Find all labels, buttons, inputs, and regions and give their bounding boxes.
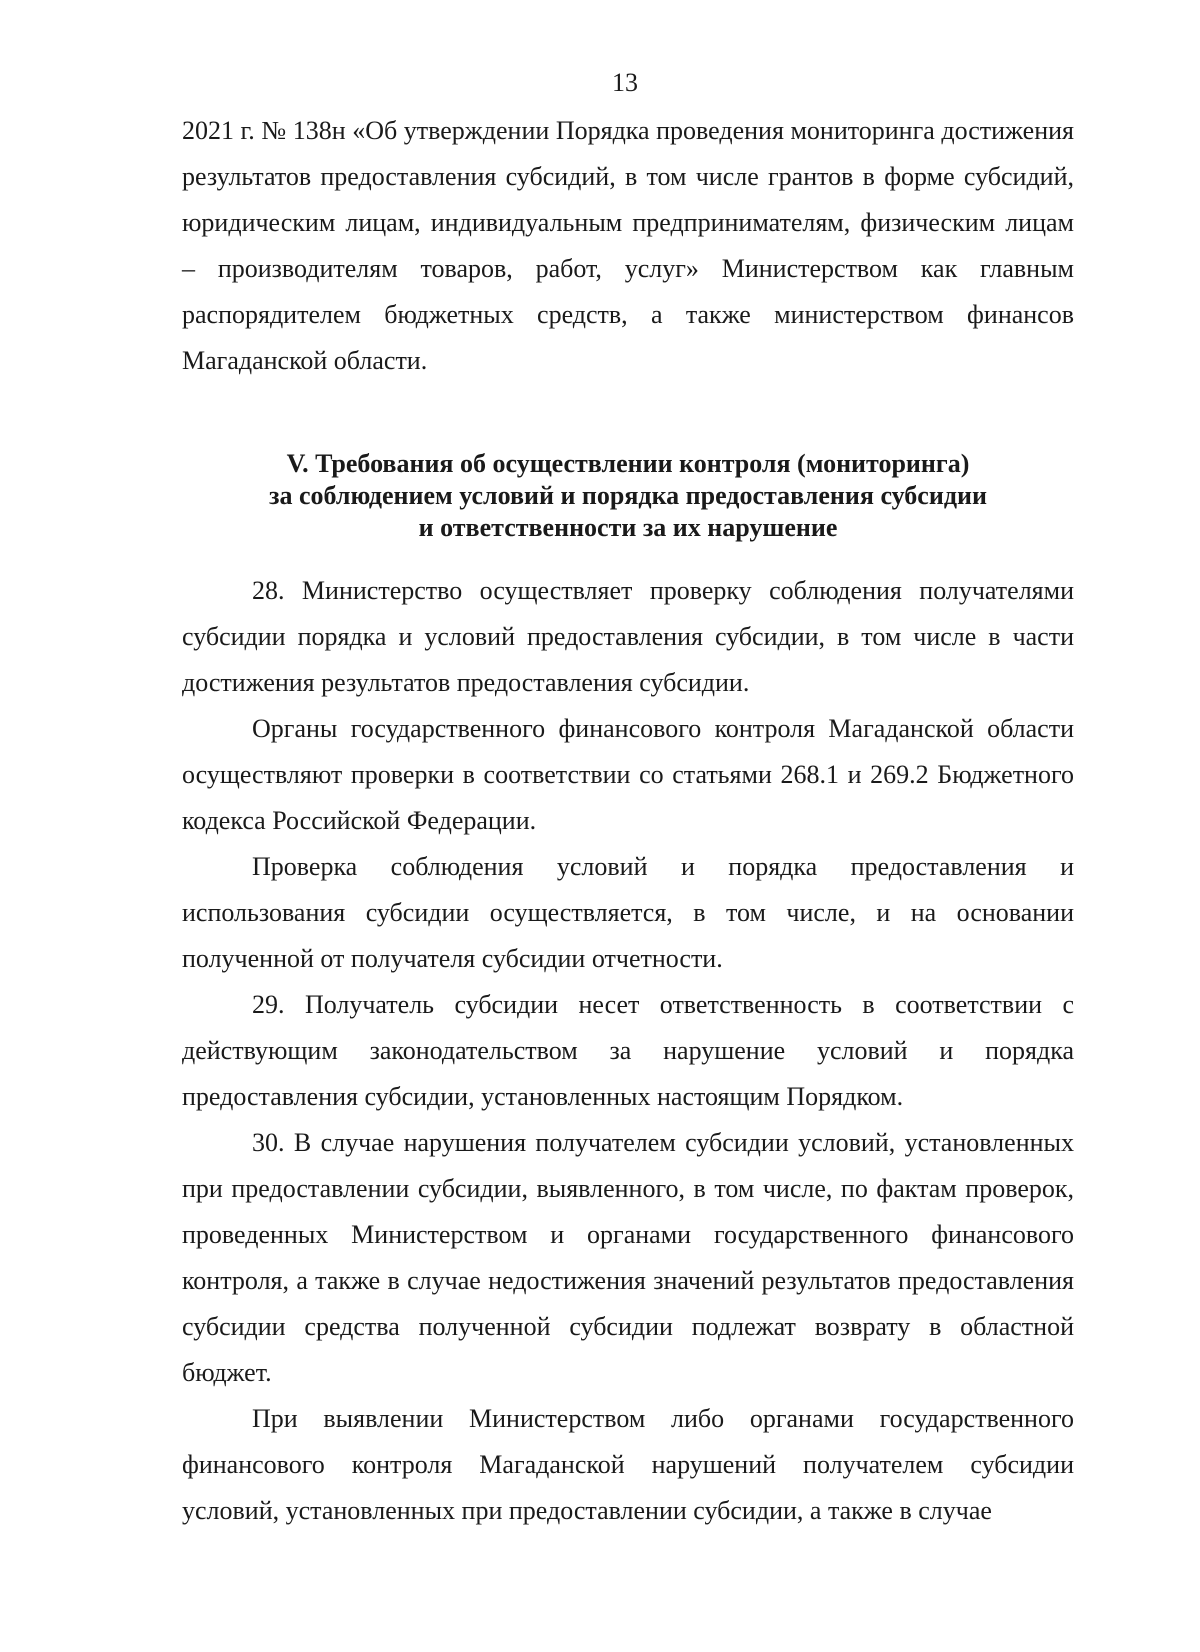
page-number: 13 bbox=[612, 68, 638, 97]
paragraph-30: 30. В случае нарушения получателем субсидии условий, установленных при предоставлении субсидии, выявленного, в том числе, по фактам проверок, проведенных Министерством и органами государственного финансового контроля, а также в случае недостижения значений результатов предоставления субсидии средства полученной субсидии подлежат возврату в областной бюджет. bbox=[182, 1128, 1074, 1387]
section-heading-line-3: и ответственности за их нарушение bbox=[418, 513, 838, 542]
paragraph-29: 29. Получатель субсидии несет ответственность в соответствии с действующим законодательством за нарушение условий и порядка предоставления субсидии, установленных настоящим Порядком. bbox=[182, 990, 1074, 1111]
section-heading-line-2: за соблюдением условий и порядка предоставления субсидии bbox=[269, 481, 987, 510]
section-body bbox=[182, 568, 1074, 1534]
continuation-paragraph: 2021 г. № 138н «Об утверждении Порядка проведения мониторинга достижения результатов предоставления субсидий, в том числе грантов в форме субсидий, юридическим лицам, индивидуальным предпринимателям, физическим лицам – производителям товаров, работ, услуг» Министерством как главным распорядителем бюджетных средств, а также министерством финансов Магаданской области. bbox=[182, 116, 1074, 375]
paragraph-violation-detection: При выявлении Министерством либо органами государственного финансового контроля Магаданской нарушений получателем субсидии условий, установленных при предоставлении субсидии, а также в случае bbox=[182, 1404, 1074, 1525]
section-heading-line-1: V. Требования об осуществлении контроля (мониторинга) bbox=[286, 449, 970, 478]
continuation-paragraph-block bbox=[182, 108, 1074, 384]
paragraph-28: 28. Министерство осуществляет проверку соблюдения получателями субсидии порядка и условий предоставления субсидии, в том числе в части достижения результатов предоставления субсидии. bbox=[182, 576, 1074, 697]
paragraph-control-bodies: Органы государственного финансового контроля Магаданской области осуществляют проверки в соответствии со статьями 268.1 и 269.2 Бюджетного кодекса Российской Федерации. bbox=[182, 714, 1074, 835]
section-heading bbox=[182, 448, 1074, 544]
paragraph-verification: Проверка соблюдения условий и порядка предоставления и использования субсидии осуществляется, в том числе, и на основании полученной от получателя субсидии отчетности. bbox=[182, 852, 1074, 973]
